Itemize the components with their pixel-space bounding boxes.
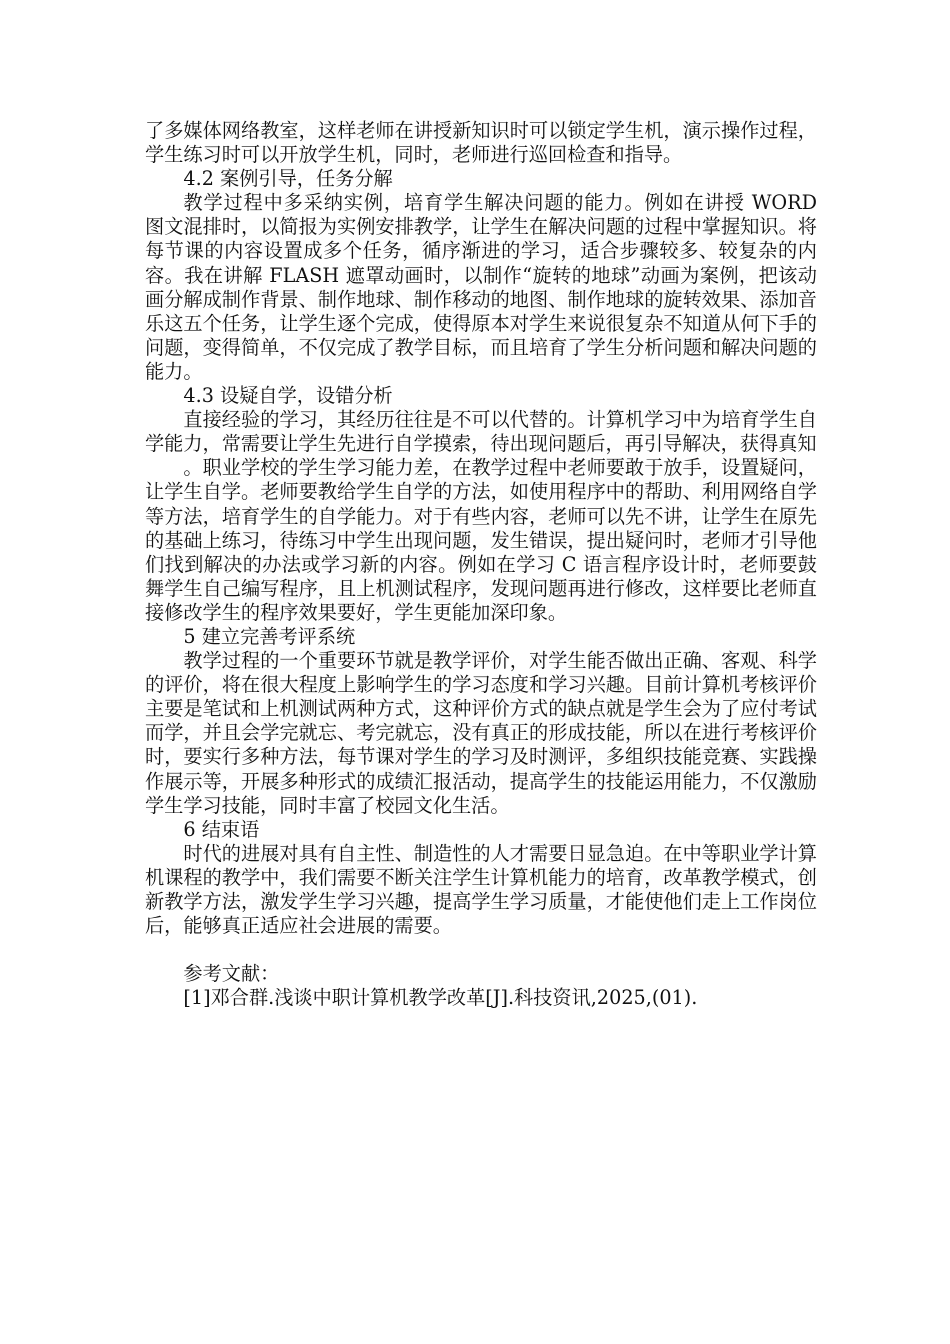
section-heading-4-3: 4.3 设疑自学，设错分析: [183, 384, 393, 408]
paragraph-self-study-intro: 直接经验的学习，其经历往往是不可以代替的。计算机学习中为培育学生自学能力，常需要让学生先进行自学摸索，待出现问题后，再引导解决，获得真知: [145, 408, 817, 456]
blank-line: [145, 938, 817, 962]
section-heading-5: 5 建立完善考评系统: [183, 624, 356, 648]
paragraph-self-study-detail: 。职业学校的学生学习能力差，在教学过程中老师要敢于放手，设置疑问，让学生自学。老师要教给学生自学的方法，如使用程序中的帮助、利用网络自学等方法，培育学生的自学能力。对于有些内容，老师可以先不讲，让学生在原先的基础上练习，待练习中学生出现问题，发生错误，提出疑问时，老师才引导他们找到解决的办法或学习新的内容。例如在学习 C 语言程序设计时，老师要鼓舞学生自己编写程序，且上机测试程序，发现问题再进行修改，这样要比老师直接修改学生的程序效果要好，学生更能加深印象。: [145, 456, 817, 624]
paragraph-intro-continued: 了多媒体网络教室，这样老师在讲授新知识时可以锁定学生机，演示操作过程，学生练习时可以开放学生机，同时，老师进行巡回检查和指导。: [145, 119, 817, 167]
section-heading-6: 6 结束语: [183, 817, 260, 841]
section-heading-4-2: 4.2 案例引导，任务分解: [183, 167, 393, 191]
references-heading: 参考文献：: [183, 962, 280, 986]
document-page: [145, 119, 817, 1010]
paragraph-evaluation-system: 教学过程的一个重要环节就是教学评价，对学生能否做出正确、客观、科学的评价，将在很大程度上影响学生的学习态度和学习兴趣。目前计算机考核评价主要是笔试和上机测试两种方式，这种评价方式的缺点就是学生会为了应付考试而学，并且会学完就忘、考完就忘，没有真正的形成技能，所以在进行考核评价时，要实行多种方法，每节课对学生的学习及时测评，多组织技能竞赛、实践操作展示等，开展多种形式的成绩汇报活动，提高学生的技能运用能力，不仅激励学生学习技能，同时丰富了校园文化生活。: [145, 649, 817, 817]
paragraph-conclusion: 时代的进展对具有自主性、制造性的人才需要日显急迫。在中等职业学计算机课程的教学中，我们需要不断关注学生计算机能力的培育，改革教学模式，创新教学方法，激发学生学习兴趣，提高学生学习质量，才能使他们走上工作岗位后，能够真正适应社会进展的需要。: [145, 841, 817, 938]
paragraph-case-guidance: 教学过程中多采纳实例，培育学生解决问题的能力。例如在讲授 WORD 图文混排时，以简报为实例安排教学，让学生在解决问题的过程中掌握知识。将每节课的内容设置成多个任务，循序渐进的学习，适合步骤较多、较复杂的内容。我在讲解 FLASH 遮罩动画时，以制作“旋转的地球”动画为案例，把该动画分解成制作背景、制作地球、制作移动的地图、制作地球的旋转效果、添加音乐这五个任务，让学生逐个完成，使得原本对学生来说很复杂不知道从何下手的问题，变得简单，不仅完成了教学目标，而且培育了学生分析问题和解决问题的能力。: [145, 191, 817, 383]
reference-item-1: [1]邓合群.浅谈中职计算机教学改革[J].科技资讯,2025,(01).: [183, 986, 698, 1010]
